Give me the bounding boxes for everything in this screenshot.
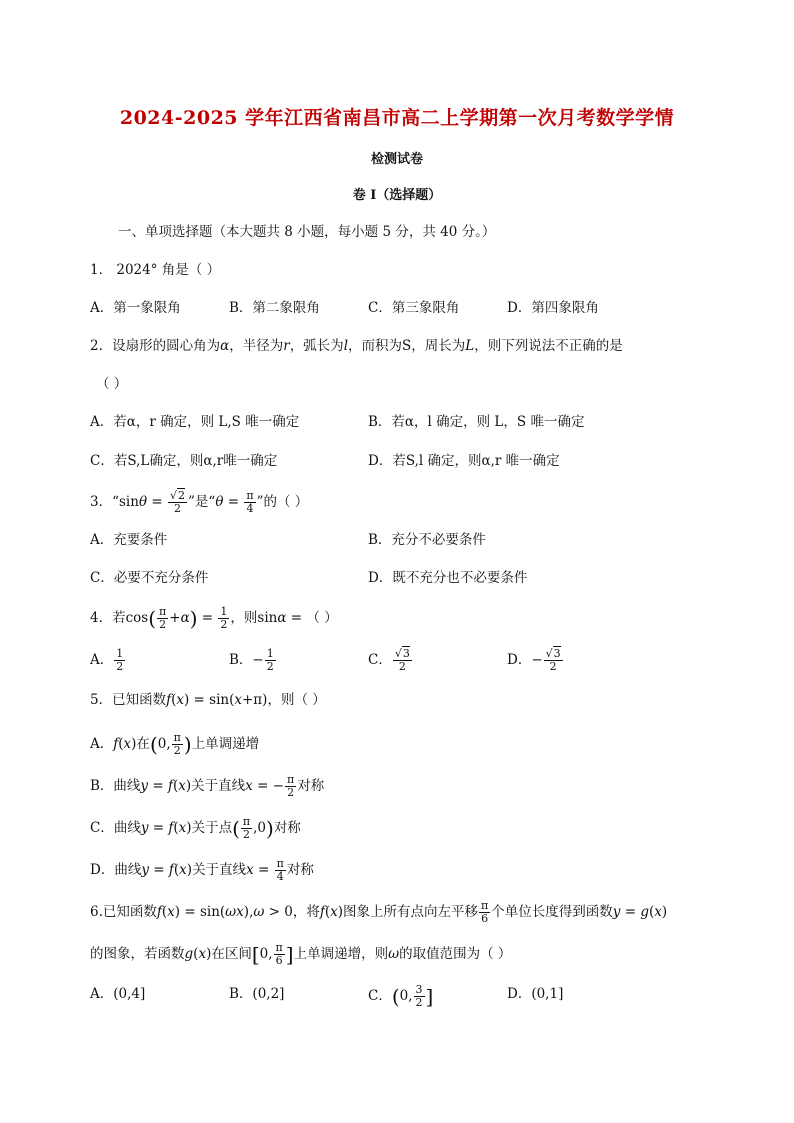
q6-option-c: C．(0, $\frac{3}{2}$ ] — [368, 983, 434, 1009]
q4-option-a: A． $\frac{1}{2}$ — [90, 647, 124, 673]
q2-option-a: A．若α，r 确定，则 L,S 唯一确定 — [90, 414, 300, 430]
question-2-stem: 2．设扇形的圆心角为α，半径为r，弧长为l，而积为S，周长为L，则下列说法不正确的是 — [90, 338, 623, 354]
question-2-paren: （ ） — [96, 376, 128, 392]
q5-option-b: B．曲线y = f(x)关于直线x = − $\frac{\pi}{2}$ 对称 — [90, 773, 325, 799]
q6-option-a: A．(0,4] — [90, 986, 146, 1002]
question-1-stem: 1． 2024° 角是（ ） — [90, 262, 221, 278]
q1-option-b: B．第二象限角 — [229, 300, 320, 316]
fraction: $\frac{1}{2}$ — [220, 605, 228, 631]
question-5-stem: 5．已知函数f(x) = sin(x+π)，则（ ） — [90, 692, 326, 708]
q2-option-b: B．若α，l 确定，则 L，S 唯一确定 — [368, 414, 585, 430]
q4-option-b: B．− $\frac{1}{2}$ — [229, 647, 274, 673]
fraction: $\frac{\pi}{4}$ — [246, 489, 254, 515]
q4-option-d: D．− $\frac{√3}{2}$ — [507, 647, 561, 673]
q1-option-c: C．第三象限角 — [368, 300, 460, 316]
q6-option-b: B．(0,2] — [229, 986, 285, 1002]
q3-option-d: D．既不充分也不必要条件 — [368, 570, 528, 586]
section-heading: 一、单项选择题（本大题共 8 小题，每小题 5 分，共 40 分。） — [118, 224, 496, 240]
q5-option-a: A．f(x)在(0, $\frac{\pi}{2}$ )上单调递增 — [90, 731, 260, 757]
q5-option-c: C．曲线y = f(x)关于点( $\frac{\pi}{2}$ ,0)对称 — [90, 815, 301, 841]
q3-option-b: B．充分不必要条件 — [368, 532, 486, 548]
q3-option-a: A．充要条件 — [90, 532, 168, 548]
q6-option-d: D．(0,1] — [507, 986, 564, 1002]
question-6-line2: 的图象，若函数g(x)在区间[0, $\frac{\pi}{6}$ ]上单调递增，则ω的取值范围为（ ） — [90, 941, 512, 967]
fraction: $\frac{\pi}{2}$ — [159, 605, 167, 631]
q1-option-d: D．第四象限角 — [507, 300, 599, 316]
q2-option-d: D．若S,l 确定，则α,r 唯一确定 — [368, 453, 560, 469]
q3-option-c: C．必要不充分条件 — [90, 570, 209, 586]
q4-option-c: C． $\frac{√3}{2}$ — [368, 647, 410, 673]
question-3-stem: 3．“sinθ = $\frac{√2}{2}$ ”是“θ = $\frac{\pi}{4}$ ”的（ ） — [90, 489, 309, 515]
q2-option-c: C．若S,L确定，则α,r唯一确定 — [90, 453, 278, 469]
fraction: $\frac{√2}{2}$ — [169, 489, 185, 515]
document-title: 2024-2025 学年江西省南昌市高二上学期第一次月考数学学情 — [119, 107, 675, 129]
question-4-stem: 4．若cos( $\frac{\pi}{2}$ +α) = $\frac{1}{2}$ ，则sinα = （ ） — [90, 605, 338, 631]
q5-option-d: D．曲线y = f(x)关于直线x = $\frac{\pi}{4}$ 对称 — [90, 857, 314, 883]
question-6-stem: 6.已知函数f(x) = sin(ωx),ω > 0，将f(x)图象上所有点向左平移 $\frac{\pi}{6}$ 个单位长度得到函数y = g(x) — [90, 899, 668, 925]
q1-option-a: A．第一象限角 — [90, 300, 181, 316]
document-subtitle: 检测试卷 — [370, 152, 423, 167]
volume-heading: 卷 I（选择题） — [352, 188, 442, 203]
